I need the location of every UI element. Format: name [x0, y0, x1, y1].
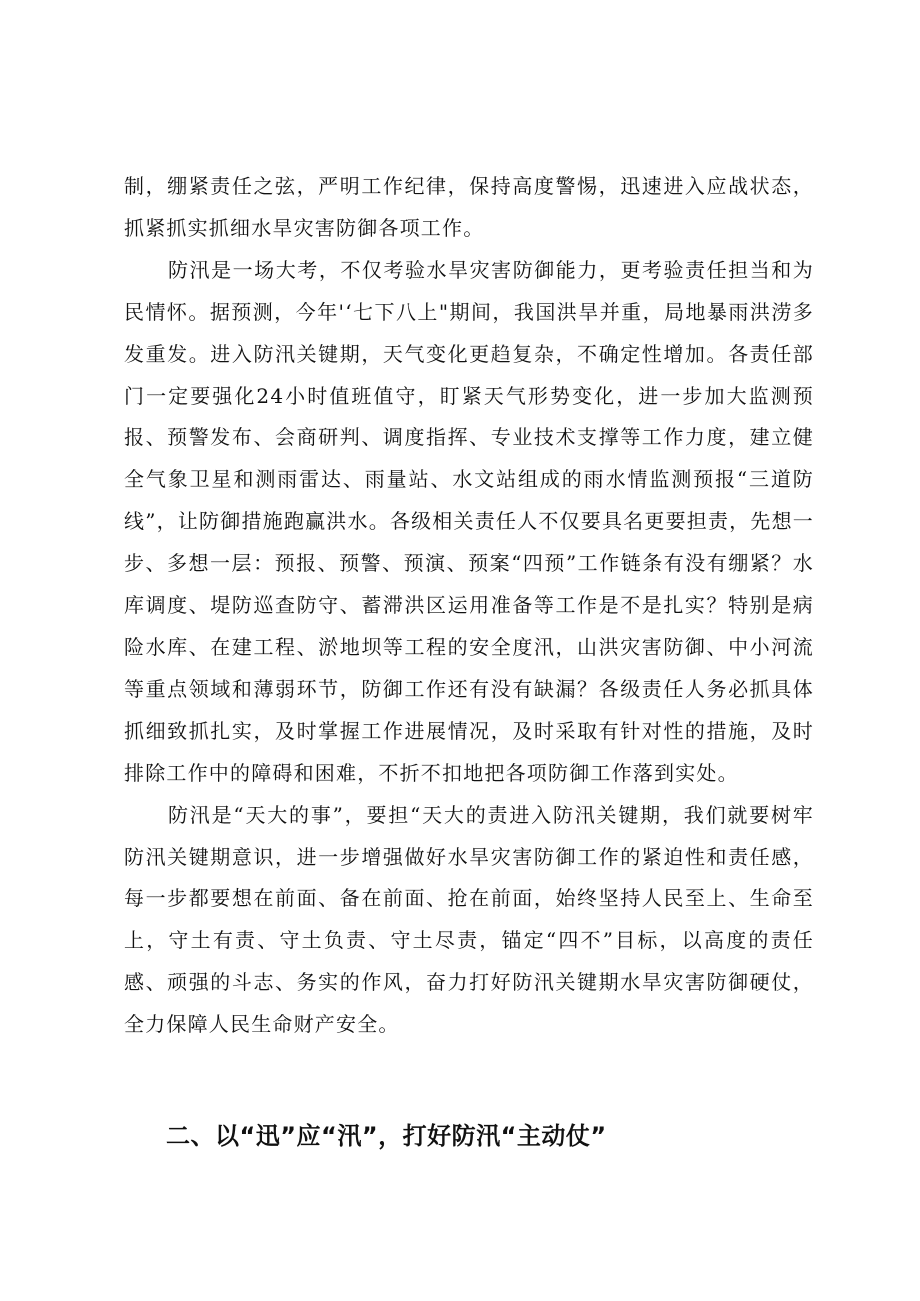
- paragraph-flood-exam: 防汛是一场大考，不仅考验水旱灾害防御能力，更考验责任担当和为民情怀。据预测，今年'‘七下八上"期间，我国洪旱并重，局地暴雨洪涝多发重发。进入防汛关键期，天气变化更趋复杂，不确定性增加。各责任部门一定要强化24小时值班值守，盯紧天气形势变化，进一步加大监测预报、预警发布、会商研判、调度指挥、专业技术支撑等工作力度，建立健全气象卫星和测雨雷达、雨量站、水文站组成的雨水情监测预报“三道防线”，让防御措施跑赢洪水。各级相关责任人不仅要具名更要担责，先想一步、多想一层：预报、预警、预演、预案“四预”工作链条有没有绷紧？水库调度、堤防巡查防守、蓄滞洪区运用准备等工作是不是扎实？特别是病险水库、在建工程、淤地坝等工程的安全度汛，山洪灾害防御、中小河流等重点领域和薄弱环节，防御工作还有没有缺漏？各级责任人务必抓具体抓细致抓扎实，及时掌握工作进展情况，及时采取有针对性的措施，及时排除工作中的障碍和困难，不折不扣地把各项防御工作落到实处。: [124, 257, 814, 785]
- section-heading: 二、以“迅”应“汛”，打好防汛“主动仗”: [166, 1122, 607, 1150]
- paragraph-flood-responsibility: 防汛是“天大的事”，要担“天大的责进入防汛关键期，我们就要树牢防汛关键期意识，进一步增强做好水旱灾害防御工作的紧迫性和责任感，每一步都要想在前面、备在前面、抢在前面，始终坚持人民至上、生命至上，守土有责、守土负责、守土尽责，锚定“四不”目标，以高度的责任感、顽强的斗志、务实的作风，奋力打好防汛关键期水旱灾害防御硬仗，全力保障人民生命财产安全。: [124, 802, 814, 1037]
- document-body: [124, 166, 814, 1046]
- paragraph-continuation: 制，绷紧责任之弦，严明工作纪律，保持高度警惕，迅速进入应战状态，抓紧抓实抓细水旱灾害防御各项工作。: [124, 174, 814, 240]
